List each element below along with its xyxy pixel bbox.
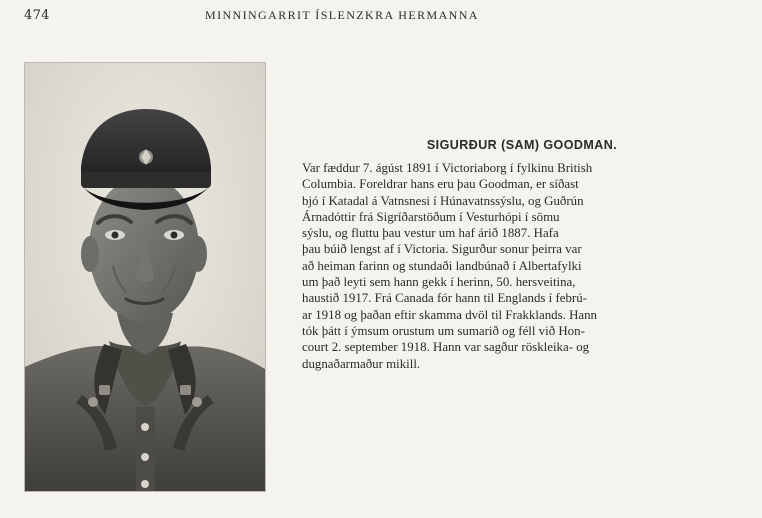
- body-line-7: að heiman farinn og stundaði landbúnað í Albertafylki: [302, 258, 582, 273]
- body-line-11: tók þátt í ýmsum orustum um sumarið og féll við Hon-: [302, 323, 585, 338]
- biography-entry: [302, 138, 742, 372]
- body-line-1: Var fæddur 7. ágúst 1891 í Victoriaborg í fylkinu British: [302, 161, 593, 175]
- body-line-13: dugnaðarmaður mikill.: [302, 356, 421, 371]
- body-line-12: court 2. september 1918. Hann var sagður röskleika- og: [302, 340, 590, 355]
- body-line-5: sýslu, og fluttu þau vestur um haf árið 1887. Hafa: [302, 226, 559, 241]
- body-line-3: bjó í Katadal á Vatnsnesi í Húnavatnssýslu, og Guðrún: [302, 193, 584, 208]
- body-line-4: Árnadóttir frá Sigríðarstöðum í Vesturhópi í sömu: [302, 209, 560, 224]
- body-line-6: þau búið lengst af í Victoria. Sigurður sonur þeirra var: [302, 242, 582, 257]
- running-title: MINNINGARRIT ÍSLENZKRA HERMANNA: [205, 8, 479, 22]
- body-line-9: haustið 1917. Frá Canada fór hann til Englands í febrú-: [302, 291, 587, 306]
- entry-body: [302, 160, 742, 372]
- body-line-2: Columbia. Foreldrar hans eru þau Goodman, er síðast: [302, 177, 579, 192]
- body-line-8: um það leyti sem hann gekk í herinn, 50. hersveitina,: [302, 275, 576, 290]
- body-line-10: ar 1918 og þaðan eftir skamma dvöl til Frakklands. Hann: [302, 307, 597, 322]
- portrait-photo: [24, 62, 266, 492]
- page-number: 474: [24, 8, 50, 23]
- entry-title: SIGURÐUR (SAM) GOODMAN.: [426, 138, 618, 152]
